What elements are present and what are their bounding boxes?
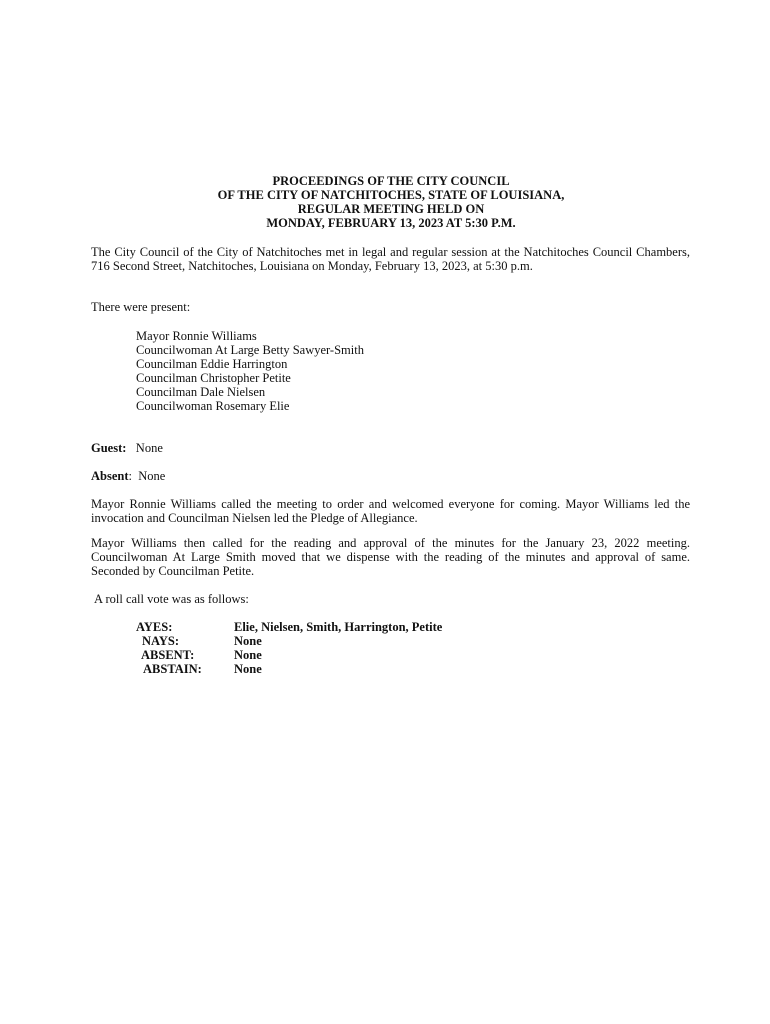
attendee-item: Councilwoman At Large Betty Sawyer-Smith <box>136 343 364 357</box>
title-line-1: PROCEEDINGS OF THE CITY COUNCIL <box>272 174 510 188</box>
vote-label: AYES: <box>136 620 173 634</box>
title-line-2: OF THE CITY OF NATCHITOCHES, STATE OF LOUISIANA, <box>217 188 565 202</box>
absent-value: None <box>138 469 166 483</box>
present-label: There were present: <box>91 300 191 314</box>
vote-row <box>136 620 442 634</box>
vote-label: ABSENT: <box>141 648 195 662</box>
vote-row <box>136 648 442 662</box>
attendee-list <box>136 329 364 413</box>
absent-colon: : <box>128 469 132 483</box>
title-line-3: REGULAR MEETING HELD ON <box>297 202 485 216</box>
vote-value: None <box>234 648 262 662</box>
intro-paragraph: The City Council of the City of Natchitoches met in legal and regular session at the Natchitoches Council Chambers, 716 Second Street, Natchitoches, Louisiana on Monday, February 13, 2023, at 5:30 p.m. <box>91 245 690 273</box>
vote-value: None <box>234 634 262 648</box>
vote-value: Elie, Nielsen, Smith, Harrington, Petite <box>234 620 443 634</box>
absent-label: Absent <box>91 469 129 483</box>
vote-label: ABSTAIN: <box>143 662 202 676</box>
document-title <box>0 174 770 230</box>
guest-label: Guest: <box>91 441 127 455</box>
vote-row <box>136 634 442 648</box>
guest-line <box>91 441 690 455</box>
attendee-item: Mayor Ronnie Williams <box>136 329 257 343</box>
attendee-item: Councilman Eddie Harrington <box>136 357 288 371</box>
vote-label: NAYS: <box>142 634 180 648</box>
call-to-order-paragraph: Mayor Ronnie Williams called the meeting to order and welcomed everyone for coming. Mayor Williams led the invocation and Councilman Nielsen led the Pledge of Allegiance. <box>91 497 690 525</box>
minutes-paragraph: Mayor Williams then called for the reading and approval of the minutes for the January 23, 2022 meeting. Councilwoman At Large Smith moved that we dispense with the reading of the minutes and approval of same. Seconded by Councilman Petite. <box>91 536 690 578</box>
vote-value: None <box>234 662 262 676</box>
attendee-item: Councilwoman Rosemary Elie <box>136 399 290 413</box>
roll-call-intro: A roll call vote was as follows: <box>94 592 249 606</box>
title-line-4: MONDAY, FEBRUARY 13, 2023 AT 5:30 P.M. <box>266 216 516 230</box>
attendee-item: Councilman Christopher Petite <box>136 371 291 385</box>
absent-line <box>91 469 690 483</box>
roll-call-vote-table <box>136 620 442 676</box>
vote-row <box>136 662 442 676</box>
attendee-item: Councilman Dale Nielsen <box>136 385 266 399</box>
guest-value: None <box>135 441 163 455</box>
